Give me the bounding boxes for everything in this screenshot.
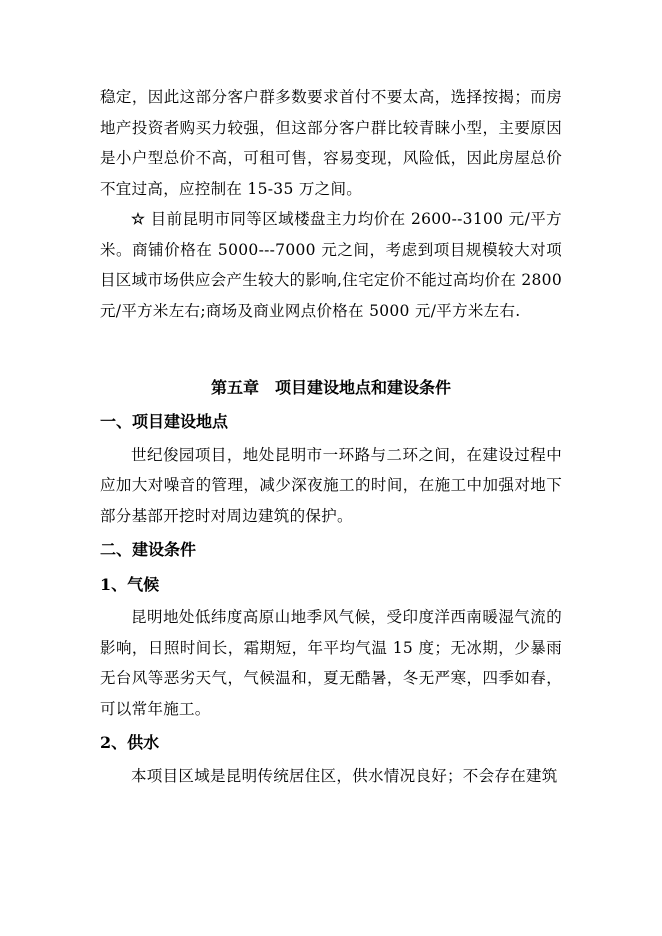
paragraph-location: 世纪俊园项目，地处昆明市一环路与二环之间，在建设过程中应加大对噪音的管理，减少深夜施工的时间，在施工中加强对地下部分基部开挖时对周边建筑的保护。	[100, 445, 562, 525]
subsection-heading-water: 2、供水	[100, 733, 160, 752]
subsection-heading-climate: 1、气候	[100, 574, 160, 594]
paragraph-water: 本项目区域是昆明传统居住区，供水情况良好；不会存在建筑	[131, 766, 558, 785]
paragraph-price-analysis	[100, 204, 562, 326]
chapter-title: 第五章 项目建设地点和建设条件	[210, 378, 451, 397]
star-icon: ☆	[131, 209, 146, 228]
paragraph-buyer-analysis: 稳定，因此这部分客户群多数要求首付不要太高，选择按揭；而房地产投资者购买力较强，但这部分客户群比较青睐小型，主要原因是小户型总价不高，可租可售，容易变现，风险低，因此房屋总价不宜过高，应控制在 15-35 万之间。	[100, 88, 562, 198]
price-analysis-text: 目前昆明市同等区域楼盘主力均价在 2600--3100 元/平方米。商铺价格在 5000---7000 元之间，考虑到项目规模较大对项目区域市场供应会产生较大的影响,住宅定价不能过高均价在 2800 元/平方米左右;商场及商业网点价格在 5000 元/平方米左右.	[100, 210, 562, 320]
section-heading-location: 一、项目建设地点	[100, 412, 229, 431]
document-page	[100, 82, 562, 791]
paragraph-climate: 昆明地处低纬度高原山地季风气候，受印度洋西南暖湿气流的影响，日照时间长，霜期短，年平均气温 15 度；无冰期，少暴雨无台风等恶劣天气，气候温和，夏无酷暑，冬无严寒，四季如春，可以常年施工。	[100, 608, 562, 718]
section-heading-conditions: 二、建设条件	[100, 540, 197, 559]
